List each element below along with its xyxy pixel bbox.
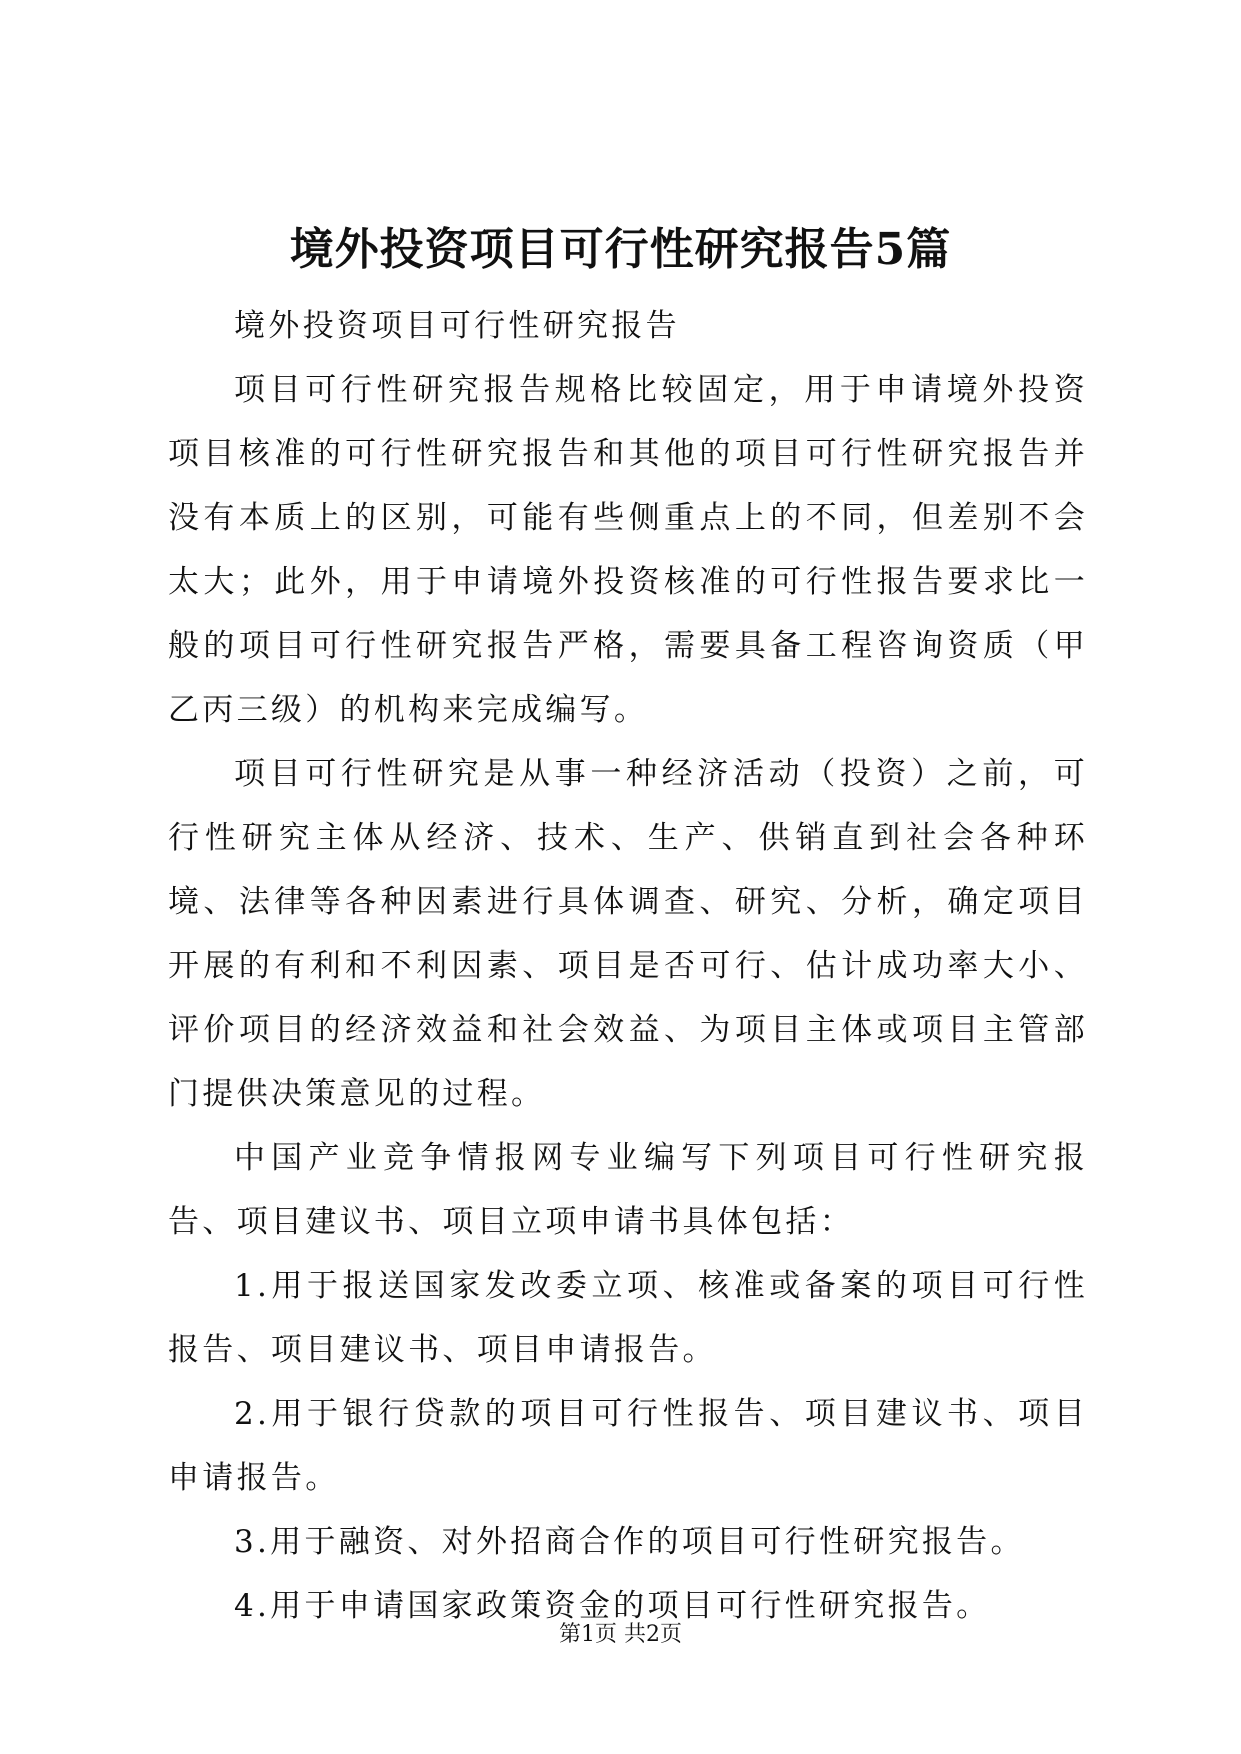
paragraph-definition: 项目可行性研究是从事一种经济活动（投资）之前，可行性研究主体从经济、技术、生产、供销直到社会各种环境、法律等各种因素进行具体调查、研究、分析，确定项目开展的有利和不利因素、项目是否可行、估计成功率大小、评价项目的经济效益和社会效益、为项目主体或项目主管部门提供决策意见的过程。 xyxy=(168,756,1088,1112)
paragraph-intro: 项目可行性研究报告规格比较固定，用于申请境外投资项目核准的可行性研究报告和其他的项目可行性研究报告并没有本质上的区别，可能有些侧重点上的不同，但差别不会太大；此外，用于申请境外投资核准的可行性报告要求比一般的项目可行性研究报告严格，需要具备工程咨询资质（甲乙丙三级）的机构来完成编写。 xyxy=(168,372,1088,728)
list-item-4: 4.用于申请国家政策资金的项目可行性研究报告。 xyxy=(234,1588,991,1624)
list-item-2: 2.用于银行贷款的项目可行性报告、项目建议书、项目申请报告。 xyxy=(168,1396,1088,1496)
document-title: 境外投资项目可行性研究报告5篇 xyxy=(289,224,952,275)
paragraph-subtitle: 境外投资项目可行性研究报告 xyxy=(234,308,680,344)
page-footer: 第1页 共2页 xyxy=(559,1622,682,1647)
document-body xyxy=(168,294,1088,1638)
paragraph-services: 中国产业竞争情报网专业编写下列项目可行性研究报告、项目建议书、项目立项申请书具体包括： xyxy=(168,1140,1088,1240)
list-item-1: 1.用于报送国家发改委立项、核准或备案的项目可行性报告、项目建议书、项目申请报告。 xyxy=(168,1268,1088,1368)
list-item-3: 3.用于融资、对外招商合作的项目可行性研究报告。 xyxy=(234,1524,1025,1560)
